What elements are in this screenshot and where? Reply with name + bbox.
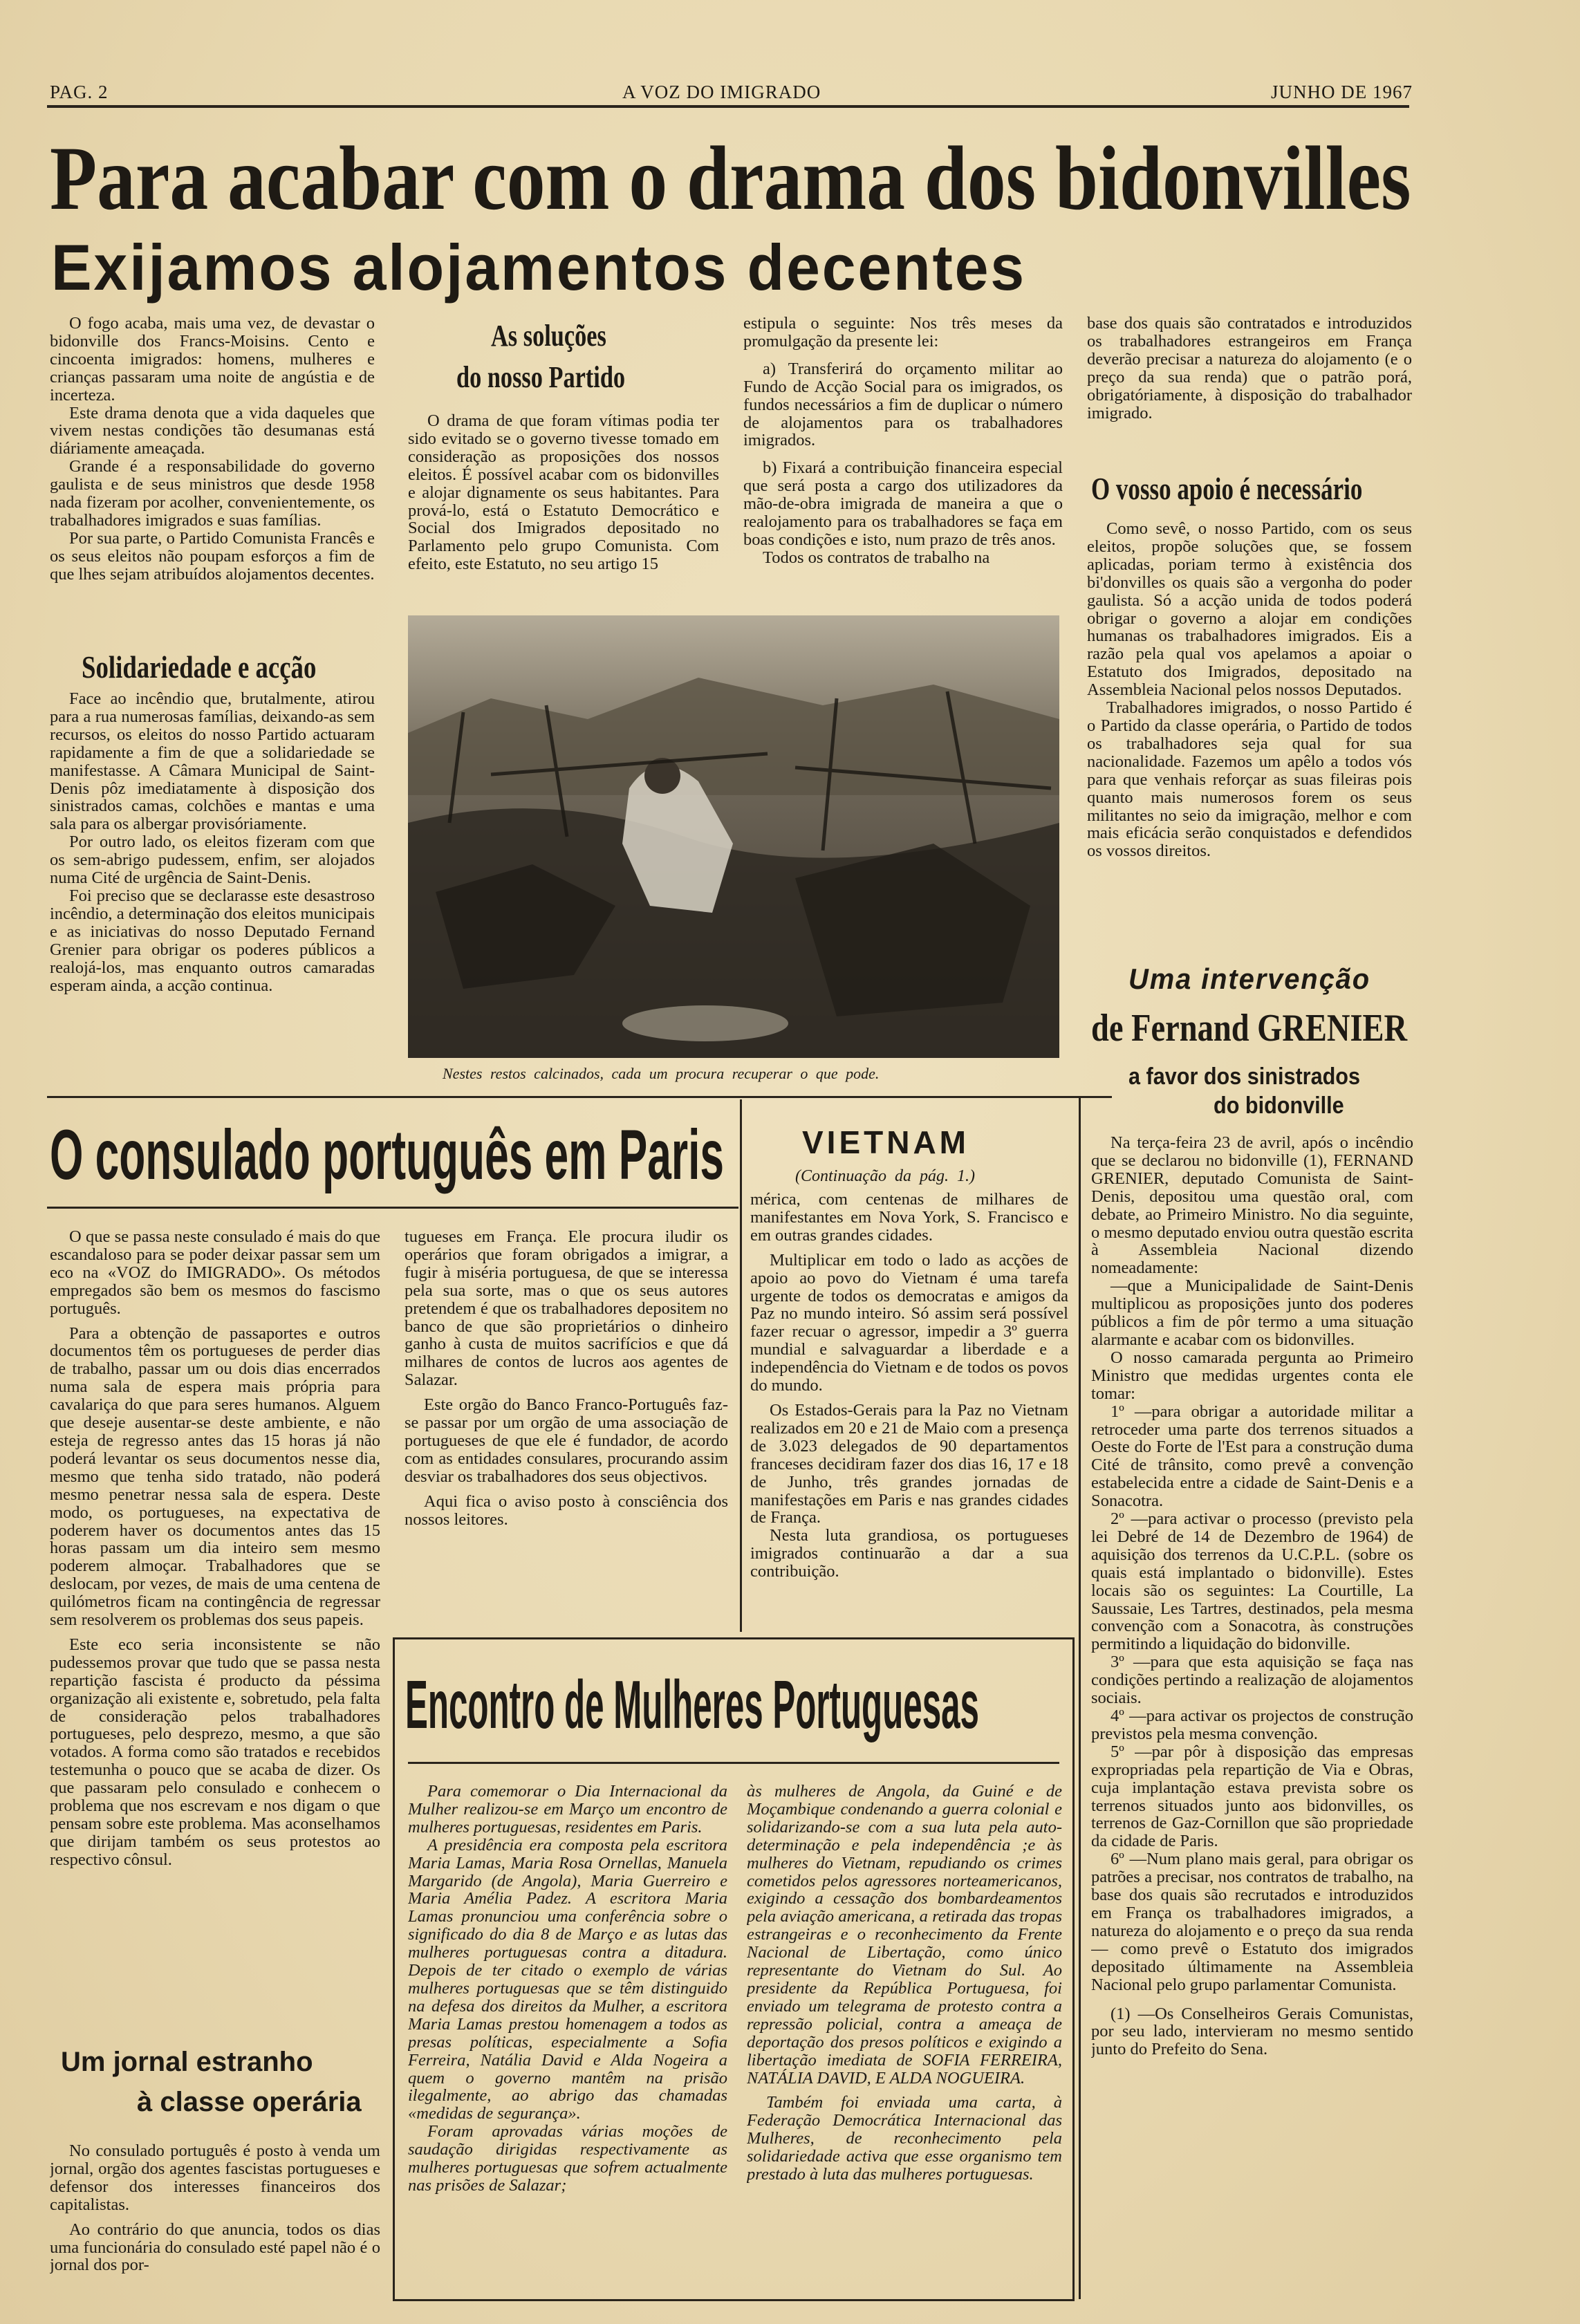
issue-date: JUNHO DE 1967 <box>1271 82 1413 102</box>
section-title-solidariedade: Solidariedade e acção <box>82 649 317 685</box>
vietnam-continuation: (Continuação da pág. 1.) <box>795 1167 975 1185</box>
consulado-rule <box>47 1207 738 1209</box>
mulheres-rule <box>408 1762 1059 1764</box>
vietnam-body: mérica, com centenas de milhares de manifestantes em Nova York, S. Francisco e em outras grandes cidades. Multiplicar em todo o lado as acções de apoio ao povo do Vietnam é uma tarefa urgente de todos os democratas e amigos da Paz no mundo inteiro. Só assim será possível fazer recuar o agressor, impedir a 3º guerra mundial e salvaguardar a liberdade e a independência do Vietnam e de todos os povos do mundo. Os Estados-Gerais para la Paz no Vietnam realizados em 20 e 21 de Maio com a presença de 3.023 delegados de 90 departamentos franceses decidiram fazer dos dias 16, 17 e 18 de Junho, três grandes jornadas de manifestações em Paris e nas grandes cidades de França. Nesta luta grandiosa, os portugueses imigrados continuarão a dar a sua contribuição. <box>750 1191 1068 1581</box>
jornal-title-1: Um jornal estranho <box>61 2047 313 2077</box>
mulheres-headline: Encontro de Mulheres Portuguesas <box>405 1666 979 1742</box>
newspaper-name: A VOZ DO IMIGRADO <box>622 82 821 102</box>
consulado-col-2: tugueses em França. Ele procura iludir os operários que foram obrigados a imigrar, a fugir à miséria portuguesa, de que se interessa pela sua sorte, mas o que os seus autores pretendem é que os trabalhadores depositem no banco de que são proprietários o dinheiro ganho à custa de muitos sacrifícios e que dá milhares de contos de lucros aos agentes de Salazar. Este orgão do Banco Franco-Português faz-se passar por um orgão de uma associação de portugueses de que ele é fundador, de acordo com as entidades consulares, procurando assim desviar os trabalhadores dos seus objectivos. Aqui fica o aviso posto à consciência dos nossos leitores. <box>405 1228 728 1529</box>
vietnam-left-rule <box>740 1099 742 1632</box>
main-col-3: estipula o seguinte: Nos três meses da promulgação da presente lei: a) Transferirá do orçamento militar ao Fundo de Acção Social para os imigrados, os fundos necessários a fim de duplicar o número de alojamentos para os trabalhadores imigrados. b) Fixará a contribuição financeira especial que será posta a cargo dos utilizadores da mão-de-obra imigrada de maneira a que o realojamento para os trabalhadores se faça em boas condições e isto, num prazo de três anos. Todos os contratos de trabalho na <box>743 315 1063 567</box>
grenier-body: Na terça-feira 23 de avril, após o incêndio que se declarou no bidonville (1), FERNAND GRENIER, deputado Comunista de Saint-Denis, depositou uma questão oral, com debate, ao Primeiro Ministro. No dia seguinte, o mesmo deputado enviou outra questão escrita à Assembleia Nacional dizendo nomeadamente: —que a Municipalidade de Saint-Denis multiplicou as proposições junto dos poderes públicos a fim de pôr termo a uma situação alarmante e acabar com os bidonvilles. O nosso camarada pergunta ao Primeiro Ministro que medidas urgentes conta ele tomar: 1º —para obrigar a autoridade militar a retroceder uma parte dos terrenos situados a Oeste do Forte de l'Est para a construção duma Cité de trânsito, como prevê a convenção estabelecida entre a cidade de Saint-Denis e a Sonacotra. 2º —para activar o processo (previsto pela lei Debré de 14 de Dezembro de 1964) de aquisição dos terrenos da U.C.P.L. (sobre os quais está implantado o bidonville). Estes locais são os seguintes: La Courtille, La Saussaie, Les Tartres, destinados, pela mesma convenção com a Sonacotra, às construções permitindo a liquidação do bidonville. 3º —para que esta aquisição se faça nas condições pertindo a realização de alojamentos sociais. 4º —para activar os projectos de construção previstos pela mesma convenção. 5º —par pôr à disposição das empresas expropriadas pela repartição de Via e Obras, cuja implantação estava prevista sobre os terrenos situados junto aos bidonvilles, os terrenos de Gaz-Cornillon que são propriedade da cidade de Paris. 6º —Num plano mais geral, para obrigar os patrões a precisar, nos contratos de trabalho, na base dos quais são recrutados e introduzidos em França os trabalhadores imigrados, a natureza do alojamento e o preço da sua renda — como prevê o Estatuto dos imigrados depositado últimamente na Assembleia Nacional pelo grupo parlamentar Comunista. (1) —Os Conselheiros Gerais Comunistas, por seu lado, intervieram no mesmo sentido junto do Prefeito do Sena. <box>1091 1134 1413 2059</box>
grenier-title-3: a favor dos sinistrados <box>1128 1063 1361 1090</box>
main-headline: Para acabar com o drama dos bidonvilles <box>50 127 1411 229</box>
main-col-4: base dos quais são contratados e introduzidos os trabalhadores estrangeiros em França deverão precisar a natureza do alojamento (e o preço da sua renda) que o patrão porá, obrigatóriamente, à disposição do trabalhador imigrado. <box>1087 315 1412 422</box>
page-number: PAG. 2 <box>50 82 109 102</box>
photo-image <box>408 615 1059 1058</box>
grenier-title-4: do bidonville <box>1214 1093 1344 1119</box>
main-subheadline: Exijamos alojamentos decentes <box>51 231 1026 304</box>
section-title-solucoes-2: do nosso Partido <box>456 360 626 394</box>
grenier-title-2: de Fernand GRENIER <box>1091 1007 1408 1050</box>
consulado-headline: O consulado português em Paris <box>50 1115 724 1194</box>
vietnam-title: VIETNAM <box>802 1124 969 1160</box>
section-title-solucoes-1: As soluções <box>491 319 606 353</box>
photo-caption: Nestes restos calcinados, cada um procura recuperar o que pode. <box>443 1065 880 1082</box>
fire-ruins-photo <box>408 615 1059 1058</box>
grenier-title-1: Uma intervenção <box>1128 963 1371 995</box>
section-rule-mid <box>47 1096 1112 1098</box>
main-col-1b: Face ao incêndio que, brutalmente, atirou para a rua numerosas famílias, deixando-as sem recursos, os eleitos do nosso Partido actuaram rapidamente a fim de que a solidariedade se manifestasse. A Câmara Municipal de Saint-Denis pôz imediatamente à disposição dos sinistrados camas, colchões e mantas e uma sala para os albergar provisóriamente. Por outro lado, os eleitos fizeram com que os sem-abrigo pudessem, enfim, ser alojados numa Cité de urgência de Saint-Denis. Foi preciso que se declarasse este desastroso incêndio, a determinação dos eleitos municipais e as iniciativas do nosso Deputado Fernand Grenier para obrigar os poderes públicos a realojá-los, mas enquanto outros camaradas esperam ainda, a acção continua. <box>50 690 375 995</box>
mulheres-col-1: Para comemorar o Dia Internacional da Mulher realizou-se em Março um encontro de mulheres portuguesas, residentes em Paris. A presidência era composta pela escritora Maria Lamas, Maria Rosa Ornellas, Manuela Margarido (de Angola), Maria Guerreiro e Maria Amélia Padez. A escritora Maria Lamas pronunciou uma conferência sobre o significado do dia 8 de Março e as lutas das mulheres portuguesas contra a ditadura. Depois de ter citado o exemplo de várias mulheres portuguesas que se têm distinguido na defesa dos direitos da Mulher, a escritora Maria Lamas prestou homenagem a todos as presas políticas, especialmente a Sofia Ferreira, Natália David e Alda Nogeira a quem o governo mantêm na prisão ilegalmente, ao abrigo das chamadas «medidas de segurança». Foram aprovadas várias moções de saudação dirigidas respectivamente as mulheres portuguesas que sofrem actualmente nas prisões de Salazar; <box>408 1783 727 2195</box>
vertical-rule-right <box>1079 1096 1081 2299</box>
main-col-1: O fogo acaba, mais uma vez, de devastar o bidonville dos Francs-Moisins. Cento e cincoenta imigrados: homens, mulheres e crianças passaram uma noite de angústia e de incerteza. Este drama denota que a vida daqueles que vivem nestas condições tão desumanas está diáriamente ameaçada. Grande é a responsabilidade do governo gaulista e de seus ministros que desde 1958 nada fizeram por acolher, convenientemente, os trabalhadores imigrados e suas famílias. Por sua parte, o Partido Comunista Francês e os seus eleitos não poupam esforços a fim de que lhes sejam atribuídos alojamentos decentes. <box>50 315 375 584</box>
consulado-col-1: O que se passa neste consulado é mais do que escandaloso para se poder deixar passar sem um eco na «VOZ do IMIGRADO». Os métodos empregados são bem os mesmos do fascismo português. Para a obtenção de passaportes e outros documentos têm os portugueses de perder dias de trabalho, passar um ou dois dias encerrados numa sala de espera mais própria para cavalariça do que para seres humanos. Alguem que deseje ausentar-se deste ambiente, e não esteja de regresso antes das 15 horas já não poderá levantar os seus documentos nesse dia, mesmo que tenha sido tratado, não poderá mesmo penetrar nessa sala de espera. Deste modo, os portugueses, na expectativa de poderem haver os documentos antes das 15 horas passam um dia inteiro sem mesmo poderem almoçar. Trabalhadores que se deslocam, por vezes, de mais de uma centena de quilómetros ficam na contingência de regressar sem resolverem os problemas dos seus papeis. Este eco seria inconsistente se não pudessemos provar que tudo que se passa nesta repartição fascista é producto da péssima organização ali existente e, sobretudo, pela falta de consideração pelos trabalhadores portugueses, pelo desprezo, mesmo, a que são votados. A forma como são tratados e recebidos testemunha o pouco que se acaba de dizer. Os que passaram pelo consulado e conhecem o problema que nos escrevam e nos digam o que pensam sobre este problema. Mas aconselhamos que dirijam também os seus protestos ao respectivo cônsul. <box>50 1228 380 1869</box>
mulheres-col-2: às mulheres de Angola, da Guiné e de Moçambique condenando a guerra colonial e solidarizando-se com a sua luta pela auto-determinação e pela independência ;e às mulheres do Vietnam, repudiando os crimes cometidos pelos agressores norteamericanos, exigindo a cessação dos bombardeamentos pela aviação americana, a retirada das tropas estrangeiras e o reconhecimento da Frente Nacional de Libertação, como único representante do Vietnam do Sul. Ao presidente da República Portuguesa, foi enviado um telegrama de protesto contra a repressão policial, contra a ameaça de deportação dos presos políticos e exigindo a libertação imediata de SOFIA FERREIRA, NATÁLIA DAVID, E ALDA NOGUEIRA. Também foi enviada uma carta, à Federação Democrática Internacional das Mulheres, de reconhecimento pela solidariedade activa que esse organismo tem prestado à luta das mulheres portuguesas. <box>747 1783 1062 2184</box>
header-rule <box>47 105 1409 108</box>
main-col-4b: Como sevê, o nosso Partido, com os seus eleitos, propõe soluções que, se fossem aplicadas, poriam termo à existência dos bi'donvilles os quais são a vergonha do poder gaulista. Só a acção unida de todos poderá obrigar o governo a alojar em condições humanas os trabalhadores imigrados. Eis a razão pela qual vos apelamos a apoiar o Estatuto dos Imigrados, depositado na Assembleia Nacional pelos nossos Deputados. Trabalhadores imigrados, o nosso Partido é o Partido da classe operária, o Partido de todos os trabalhadores seja qual for sua nacionalidade. Fazemos um apêlo a todos vós para que venhais reforçar as suas fileiras pois quanto mais numerosos forem os seus militantes no seio da imigração, melhor e com mais eficácia serão conquistados e defendidos os vossos direitos. <box>1087 520 1412 861</box>
main-col-2: O drama de que foram vítimas podia ter sido evitado se o governo tivesse tomado em consideração as proposições dos nossos eleitos. É possível acabar com os bidonvilles e alojar dignamente os seus habitantes. Para prová-lo, está o Estatuto Democrático e Social dos Imigrados depositado no Parlamento pelo grupo Comunista. Com efeito, este Estatuto, no seu artigo 15 <box>408 412 719 574</box>
consulado-col-1b: No consulado português é posto à venda um jornal, orgão dos agentes fascistas portugueses e defensor dos interesses financeiros dos capitalistas. Ao contrário do que anuncia, todos os dias uma funcionária do consulado esté papel não é o jornal dos por- <box>50 2142 380 2275</box>
section-title-apoio: O vosso apoio é necessário <box>1091 471 1363 506</box>
jornal-title-2: à classe operária <box>137 2087 362 2117</box>
